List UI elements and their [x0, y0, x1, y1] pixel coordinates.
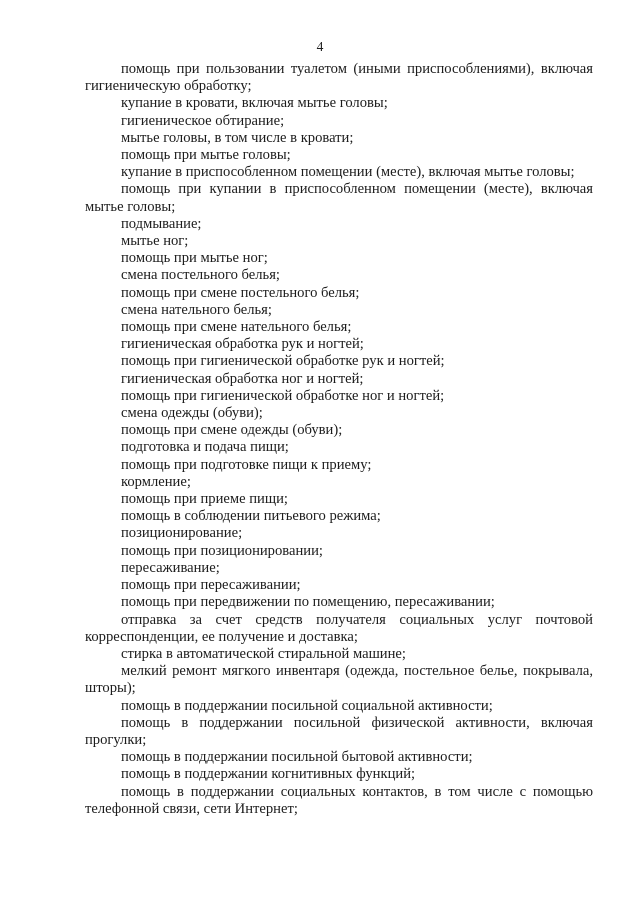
- paragraph: помощь в поддержании посильной бытовой активности;: [121, 749, 473, 766]
- paragraph: гигиеническая обработка рук и ногтей;: [121, 336, 364, 353]
- paragraph: смена одежды (обуви);: [121, 405, 263, 422]
- paragraph: помощь при позиционировании;: [121, 542, 323, 559]
- paragraph: помощь в поддержании посильной физической активности, включая прогулки;: [85, 714, 593, 748]
- paragraph: помощь при подготовке пищи к приему;: [121, 456, 372, 473]
- paragraph: помощь при пользовании туалетом (иными приспособлениями), включая гигиеническую обработку;: [85, 61, 593, 95]
- paragraph: помощь при гигиенической обработке рук и ногтей;: [121, 353, 445, 370]
- paragraph: помощь в поддержании когнитивных функций;: [121, 766, 416, 783]
- paragraph: гигиеническая обработка ног и ногтей;: [121, 370, 364, 387]
- paragraph: стирка в автоматической стиральной машине;: [121, 645, 406, 662]
- paragraph: помощь при пересаживании;: [121, 577, 301, 594]
- paragraph: помощь при гигиенической обработке ног и ногтей;: [121, 387, 445, 404]
- paragraph: помощь в поддержании посильной социальной активности;: [121, 697, 493, 714]
- paragraph: помощь при мытье головы;: [121, 147, 291, 164]
- paragraph: позиционирование;: [121, 525, 243, 542]
- paragraph: помощь при смене постельного белья;: [121, 284, 360, 301]
- paragraph: помощь при приеме пищи;: [121, 491, 288, 508]
- paragraph: мелкий ремонт мягкого инвентаря (одежда, постельное белье, покрывала, шторы);: [85, 663, 593, 697]
- paragraph: помощь при купании в приспособленном помещении (месте), включая мытье головы;: [85, 181, 593, 215]
- paragraph: мытье ног;: [121, 233, 189, 250]
- paragraph: помощь в соблюдении питьевого режима;: [121, 508, 381, 525]
- paragraph: помощь при смене нательного белья;: [121, 319, 352, 336]
- paragraph: пересаживание;: [121, 559, 220, 576]
- paragraph: подмывание;: [121, 215, 202, 232]
- paragraph: подготовка и подача пищи;: [121, 439, 289, 456]
- paragraph: отправка за счет средств получателя социальных услуг почтовой корреспонденции, ее получение и доставка;: [85, 611, 593, 645]
- paragraph: мытье головы, в том числе в кровати;: [121, 129, 354, 146]
- paragraph: кормление;: [121, 473, 191, 490]
- paragraph: помощь при передвижении по помещению, пересаживании;: [121, 594, 495, 611]
- page-number: 4: [316, 39, 324, 54]
- paragraph: гигиеническое обтирание;: [121, 112, 285, 129]
- paragraph: купание в приспособленном помещении (месте), включая мытье головы;: [121, 164, 575, 181]
- paragraph: смена нательного белья;: [121, 301, 272, 318]
- document-body: [85, 61, 593, 818]
- paragraph: помощь в поддержании социальных контактов, в том числе с помощью телефонной связи, сети Интернет;: [85, 783, 593, 817]
- paragraph: смена постельного белья;: [121, 267, 280, 284]
- paragraph: помощь при мытье ног;: [121, 250, 268, 267]
- paragraph: помощь при смене одежды (обуви);: [121, 422, 343, 439]
- paragraph: купание в кровати, включая мытье головы;: [121, 95, 388, 112]
